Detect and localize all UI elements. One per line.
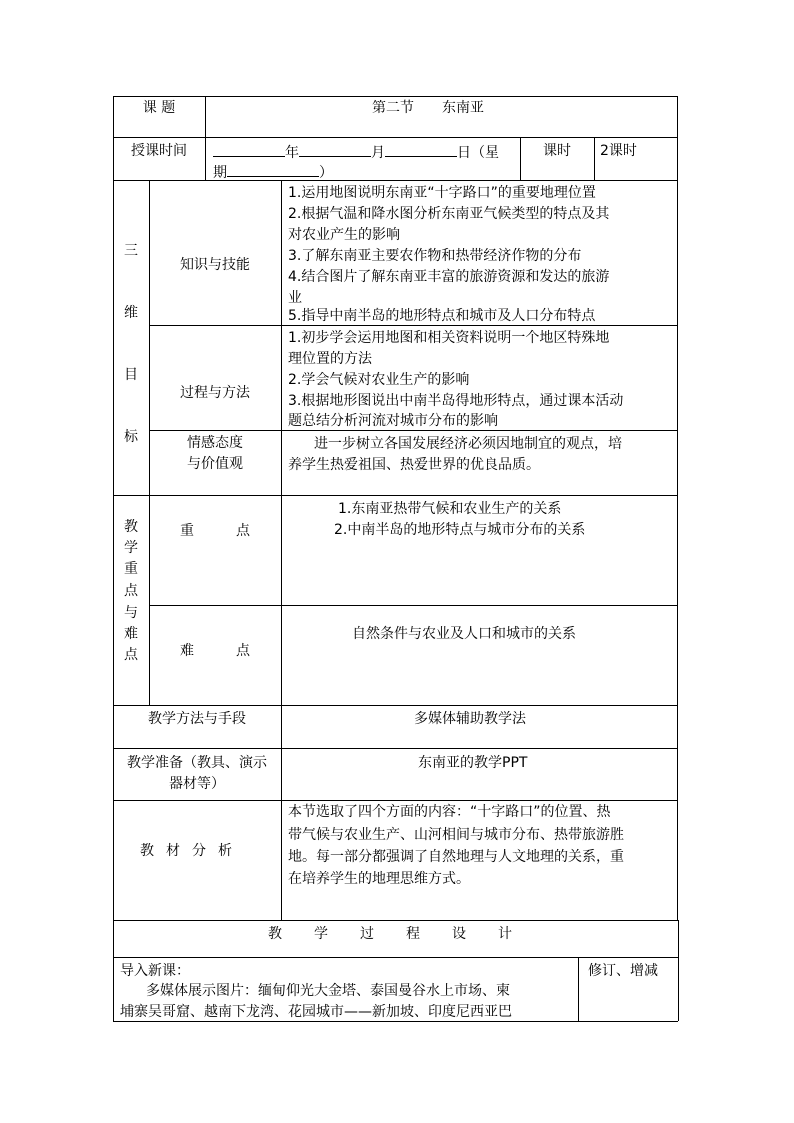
- three-dim-goals-char-4: 标: [124, 429, 138, 445]
- analysis-line-3: 地。每一部分都强调了自然地理与人文地理的关系，重: [288, 849, 624, 865]
- key-point-1: 1.东南亚热带气候和农业生产的关系: [338, 501, 562, 517]
- knowledge-item-1: 1.运用地图说明东南亚“十字路口”的重要地理位置: [288, 185, 596, 201]
- revision-label: 修订、增减: [588, 963, 658, 979]
- method-label: 教学方法与手段: [148, 711, 246, 727]
- knowledge-item-2a: 2.根据气温和降水图分析东南亚气候类型的特点及其: [288, 206, 610, 222]
- difficult-point: 自然条件与农业及人口和城市的关系: [352, 626, 576, 642]
- process-methods-label: 过程与方法: [180, 385, 250, 401]
- three-dim-goals-char-3: 目: [124, 367, 138, 383]
- material-analysis-label: 教材分析: [140, 843, 244, 859]
- key-diff-char-1: 教: [124, 519, 138, 535]
- weekday-line[interactable]: [213, 160, 333, 184]
- topic-label: 课 题: [142, 100, 176, 116]
- key-diff-char-6: 难: [124, 626, 138, 642]
- preparation-value: 东南亚的教学PPT: [418, 755, 528, 771]
- period-value: 2课时: [600, 143, 637, 159]
- knowledge-skills-label: 知识与技能: [180, 257, 250, 273]
- values-label-line1: 情感态度: [187, 435, 243, 451]
- intro-label: 导入新课：: [120, 963, 190, 979]
- teaching-time-label: 授课时间: [131, 143, 187, 159]
- key-diff-char-4: 点: [124, 583, 138, 599]
- analysis-line-4: 在培养学生的地理思维方式。: [288, 871, 470, 887]
- preparation-label-line2: 器材等）: [169, 776, 225, 792]
- weekday-blank[interactable]: [227, 160, 319, 177]
- knowledge-item-3: 3.了解东南亚主要农作物和热带经济作物的分布: [288, 248, 582, 264]
- knowledge-item-2b: 对农业产生的影响: [288, 227, 400, 243]
- process-item-3a: 3.根据地形图说出中南半岛得地形特点，通过课本活动: [288, 393, 624, 409]
- process-item-2: 2.学会气候对农业生产的影响: [288, 372, 470, 388]
- values-text-1: 进一步树立各国发展经济必须因地制宜的观点，培: [314, 436, 622, 452]
- process-item-1b: 理位置的方法: [288, 351, 372, 367]
- three-dim-goals-char-1: 三: [124, 243, 138, 259]
- key-diff-char-7: 点: [124, 647, 138, 663]
- analysis-line-2: 带气候与农业生产、山河相间与城市分布、热带旅游胜: [288, 827, 624, 843]
- three-dim-goals-char-2: 维: [124, 305, 138, 321]
- year-label: 年: [285, 145, 299, 161]
- knowledge-item-4b: 业: [288, 290, 302, 306]
- values-text-2: 养学生热爱祖国、热爱世界的优良品质。: [288, 457, 540, 473]
- process-item-1a: 1.初步学会运用地图和相关资料说明一个地区特殊地: [288, 330, 610, 346]
- intro-line-1: 多媒体展示图片：缅甸仰光大金塔、泰国曼谷水上市场、柬: [146, 983, 510, 999]
- key-diff-char-3: 重: [124, 561, 138, 577]
- topic-value: 第二节 东南亚: [372, 100, 484, 116]
- close-paren: ）: [319, 165, 333, 181]
- key-points-label: 重 点: [180, 523, 250, 539]
- key-diff-char-2: 学: [124, 540, 138, 556]
- intro-line-2: 埔寨吴哥窟、越南下龙湾、花园城市——新加坡、印度尼西亚巴: [120, 1004, 512, 1020]
- key-point-2: 2.中南半岛的地形特点与城市分布的关系: [334, 522, 586, 538]
- knowledge-item-5: 5.指导中南半岛的地形特点和城市及人口分布特点: [288, 308, 596, 324]
- difficult-points-label: 难 点: [180, 643, 250, 659]
- weekday-label: 期: [213, 165, 227, 181]
- period-label: 课时: [543, 143, 571, 159]
- year-blank[interactable]: [213, 140, 285, 157]
- day-label: 日（星: [457, 145, 499, 161]
- day-blank[interactable]: [385, 140, 457, 157]
- method-value: 多媒体辅助教学法: [414, 711, 526, 727]
- preparation-label-line1: 教学准备（教具、演示: [127, 755, 267, 771]
- process-design-title: 教学过程设计: [268, 926, 544, 942]
- key-diff-char-5: 与: [124, 605, 138, 621]
- process-item-3b: 题总结分析河流对城市分布的影响: [288, 413, 498, 429]
- knowledge-item-4a: 4.结合图片了解东南亚丰富的旅游资源和发达的旅游: [288, 269, 610, 285]
- analysis-line-1: 本节选取了四个方面的内容：“十字路口”的位置、热: [288, 804, 611, 820]
- month-label: 月: [371, 145, 385, 161]
- values-label-line2: 与价值观: [187, 456, 243, 472]
- month-blank[interactable]: [299, 140, 371, 157]
